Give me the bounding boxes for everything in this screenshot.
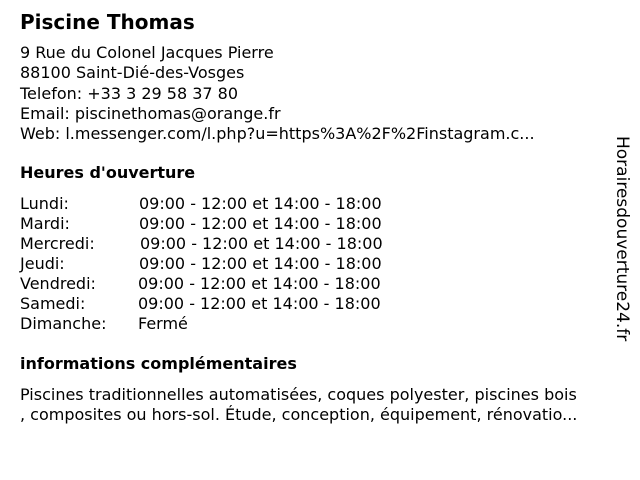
hours-heading: Heures d'ouverture: [20, 163, 196, 182]
day-label: Vendredi:: [20, 274, 96, 293]
day-hours: 09:00 - 12:00 et 14:00 - 18:00: [138, 294, 381, 313]
phone-line: Telefon: +33 3 29 58 37 80: [20, 83, 239, 103]
day-hours: 09:00 - 12:00 et 14:00 - 18:00: [139, 214, 382, 233]
day-hours: 09:00 - 12:00 et 14:00 - 18:00: [139, 254, 382, 273]
day-label: Samedi:: [20, 294, 86, 313]
day-label: Jeudi:: [20, 254, 65, 273]
info-line-1: Piscines traditionnelles automatisées, coques polyester, piscines bois: [20, 385, 577, 404]
day-label: Lundi:: [20, 194, 69, 213]
address-line-1: 9 Rue du Colonel Jacques Pierre: [20, 43, 274, 62]
day-hours: 09:00 - 12:00 et 14:00 - 18:00: [139, 194, 382, 213]
info-description: [20, 385, 577, 425]
site-watermark: Horairesdouverture24.fr: [612, 136, 632, 342]
day-label: Mardi:: [20, 214, 70, 233]
business-name: Piscine Thomas: [20, 10, 195, 34]
info-line-2: , composites ou hors-sol. Étude, conception, équipement, rénovatio...: [20, 405, 578, 424]
day-label: Mercredi:: [20, 234, 95, 253]
day-hours: 09:00 - 12:00 et 14:00 - 18:00: [138, 274, 381, 293]
day-label: Dimanche:: [20, 314, 107, 333]
web-line: Web: l.messenger.com/l.php?u=https%3A%2F%2Finstagram.c...: [20, 124, 535, 144]
day-hours: 09:00 - 12:00 et 14:00 - 18:00: [140, 234, 383, 253]
day-hours: Fermé: [138, 314, 188, 333]
contact-block: [20, 43, 535, 144]
email-line: Email: piscinethomas@orange.fr: [20, 103, 281, 123]
info-heading: informations complémentaires: [20, 354, 297, 373]
address-line-2: 88100 Saint-Dié-des-Vosges: [20, 63, 245, 83]
